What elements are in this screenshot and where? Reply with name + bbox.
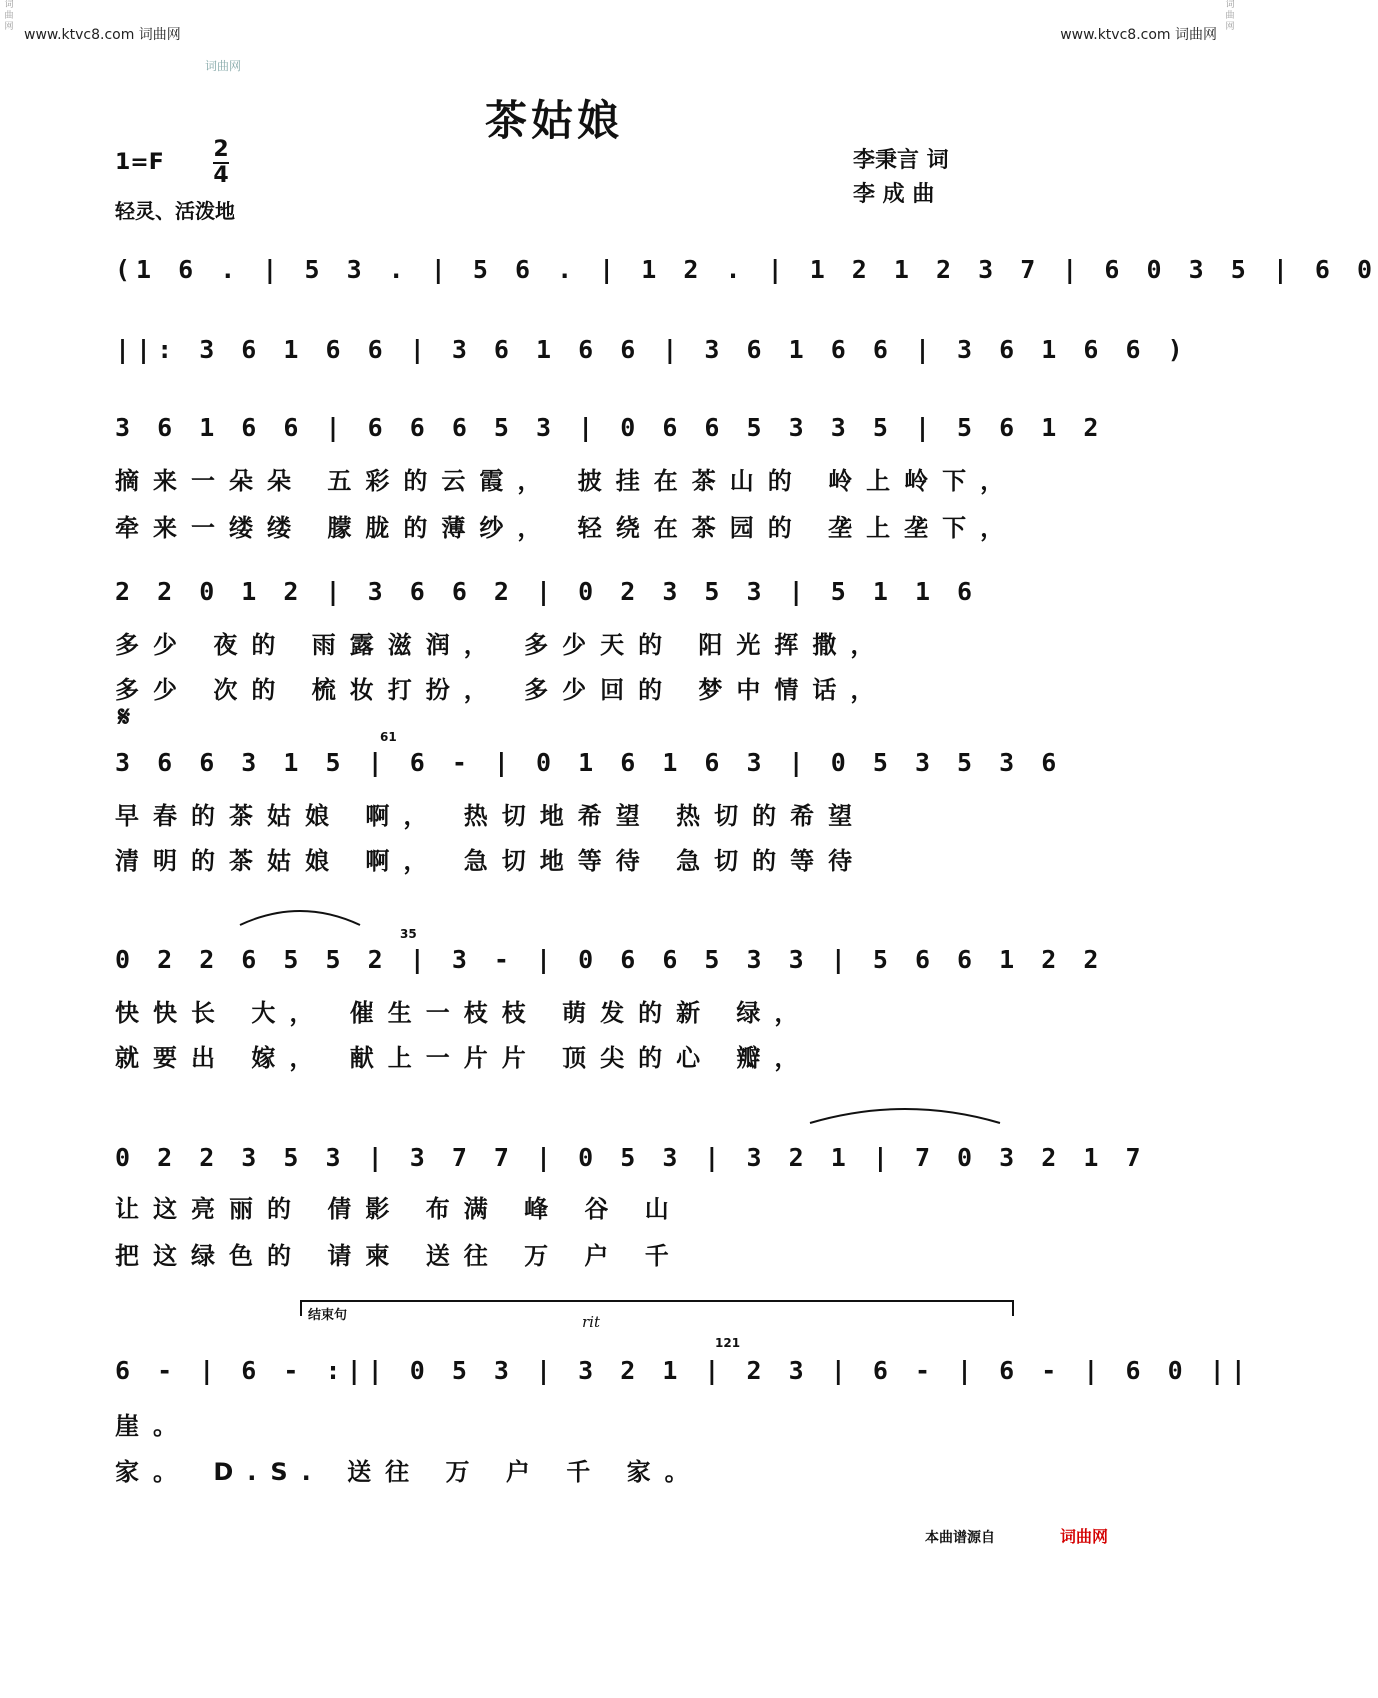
lyrics-line-6-verse-2: 就要出 嫁， 献上一片片 顶尖的心 瓣， <box>115 1044 813 1072</box>
lyricist-credit: 李秉言 词 <box>853 148 949 173</box>
grace-note-1: 61 <box>380 730 397 744</box>
footer-brand-link[interactable]: 词曲网 <box>1060 1527 1109 1546</box>
notes-line-8: 6 - | 6 - :|| 0 5 3 | 3 2 1 | 2 3 | 6 - | 6 - | 6 0 || <box>115 1356 1252 1385</box>
composer-credit: 李 成 曲 <box>853 182 935 207</box>
grace-note-3: 121 <box>715 1336 741 1350</box>
notes-line-4: 2 2 0 1 2 | 3 6 6 2 | 0 2 3 5 3 | 5 1 1 6 <box>115 577 979 606</box>
lyrics-line-3-verse-2: 牵来一缕缕 朦胧的薄纱， 轻绕在茶园的 垄上垄下， <box>115 514 1019 542</box>
notes-line-3: 3 6 1 6 6 | 6 6 6 5 3 | 0 6 6 5 3 3 5 | 5 6 1 2 <box>115 413 1105 442</box>
notes-line-2: ||: 3 6 1 6 6 | 3 6 1 6 6 | 3 6 1 6 6 | 3 6 1 6 6 ) <box>115 335 1189 364</box>
tempo-marking: 轻灵、活泼地 <box>115 199 235 223</box>
segno-sign: 𝄋 <box>118 700 131 733</box>
site-label-right: www.ktvc8.com 词曲网 <box>1060 27 1217 43</box>
ending-label: 结束句 <box>308 1308 348 1323</box>
score-line-5 <box>115 730 1095 875</box>
time-signature-top: 2 <box>213 137 229 162</box>
score-line-1 <box>115 255 1378 289</box>
score-line-4 <box>115 577 1095 704</box>
footer-source-label: 本曲谱源自 <box>925 1530 995 1546</box>
score-line-8 <box>115 1336 1252 1486</box>
ritardando-mark: rit <box>582 1313 600 1331</box>
score-line-3 <box>115 413 1105 542</box>
right-side-watermark: 词曲网 <box>1225 0 1235 32</box>
notes-line-1: (1 6 . | 5 3 . | 5 6 . | 1 2 . | 1 2 1 2 3 7 | 6 0 3 5 | 6 0 <box>115 255 1378 284</box>
lyrics-line-8-verse-2: 家。 D.S. 送往 万 户 千 家。 <box>115 1458 703 1486</box>
lyrics-line-3-verse-1: 摘来一朵朵 五彩的云霞， 披挂在茶山的 岭上岭下， <box>115 467 1019 495</box>
faint-watermark: 词曲网 <box>205 59 242 73</box>
lyrics-line-5-verse-2: 清明的茶姑娘 啊， 急切地等待 急切的等待 <box>115 847 867 875</box>
time-signature <box>213 138 229 188</box>
lyrics-line-7-verse-2: 把这绿色的 请柬 送往 万 户 千 <box>115 1242 683 1270</box>
notes-line-7: 0 2 2 3 5 3 | 3 7 7 | 0 5 3 | 3 2 1 | 7 0 3 2 1 7 <box>115 1143 1147 1172</box>
score-line-7 <box>115 1143 1147 1270</box>
score-line-6 <box>115 927 1105 1072</box>
notes-line-5: 3 6 6 3 1 5 | 6 - | 0 1 6 1 6 3 | 0 5 3 5 3 6 <box>115 748 1063 777</box>
left-side-watermark: 词曲网 <box>4 0 14 32</box>
ending-bracket <box>300 1300 1014 1316</box>
lyrics-line-4-verse-1: 多少 夜的 雨露滋润， 多少天的 阳光挥撒， <box>115 631 889 659</box>
lyrics-line-7-verse-1: 让这亮丽的 倩影 布满 峰 谷 山 <box>115 1195 683 1223</box>
lyrics-line-6-verse-1: 快快长 大， 催生一枝枝 萌发的新 绿， <box>115 999 813 1027</box>
notes-line-6: 0 2 2 6 5 5 2 | 3 - | 0 6 6 5 3 3 | 5 6 6 1 2 2 <box>115 945 1105 974</box>
slur-line-7 <box>805 1103 1005 1125</box>
time-signature-bottom: 4 <box>213 163 229 188</box>
lyrics-line-4-verse-2: 多少 次的 梳妆打扮， 多少回的 梦中情话， <box>115 676 889 704</box>
grace-note-2: 35 <box>400 927 417 941</box>
slur-line-6 <box>235 905 365 927</box>
site-label-left: www.ktvc8.com 词曲网 <box>24 27 181 43</box>
score-line-2 <box>115 335 1189 369</box>
song-title: 茶姑娘 <box>485 96 624 145</box>
key-signature: 1=F <box>115 150 164 175</box>
lyrics-line-8-verse-1: 崖。 <box>115 1412 191 1440</box>
lyrics-line-5-verse-1: 早春的茶姑娘 啊， 热切地希望 热切的希望 <box>115 802 867 830</box>
